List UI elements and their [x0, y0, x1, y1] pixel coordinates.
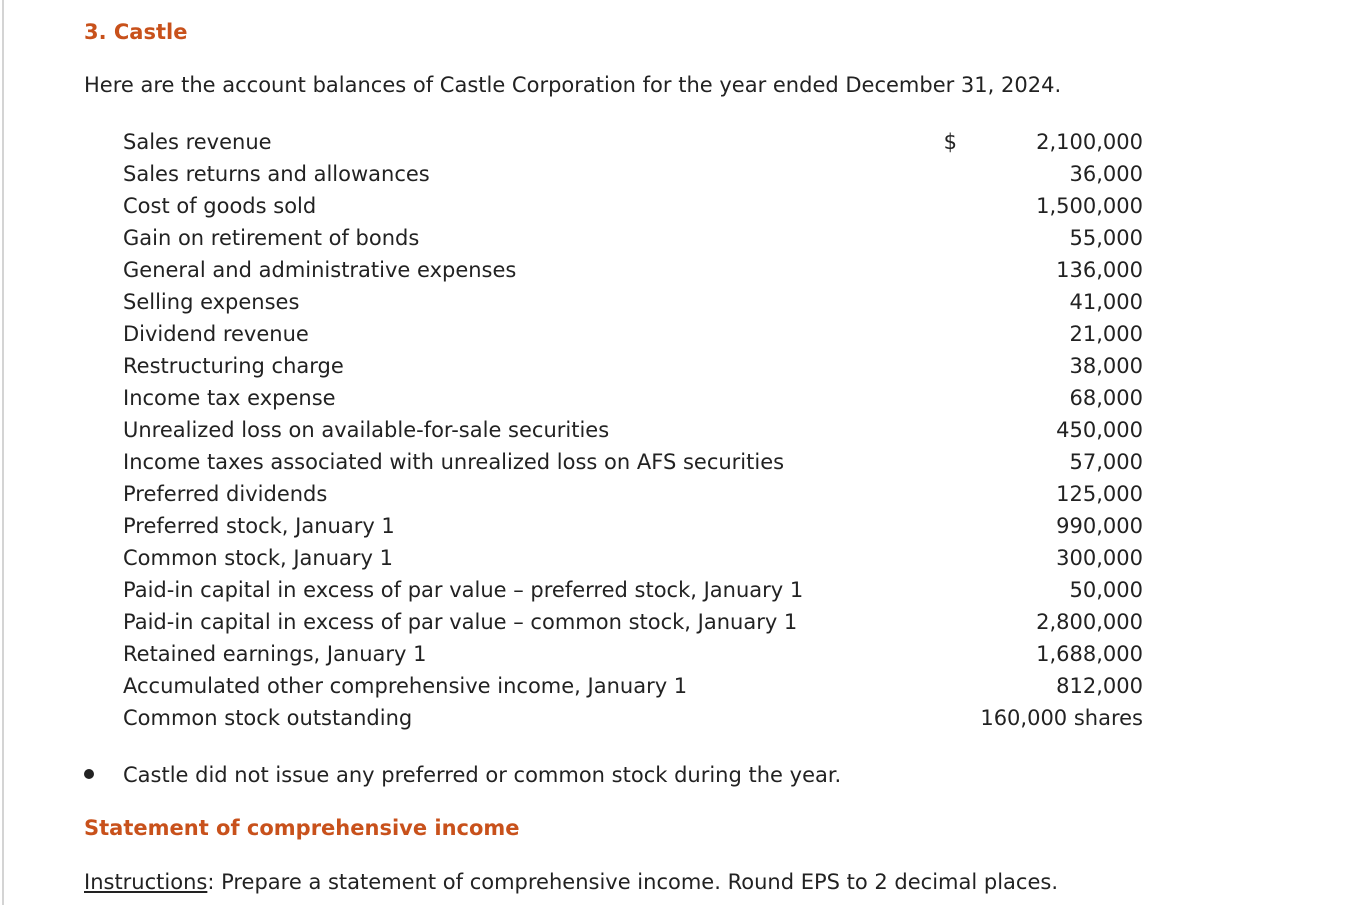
account-amount: 812,000	[1056, 674, 1143, 698]
instructions	[84, 868, 1058, 896]
note-item	[84, 761, 841, 789]
balance-row	[123, 446, 1153, 478]
account-amount: 57,000	[1069, 450, 1143, 474]
balance-row	[123, 382, 1153, 414]
currency-symbol	[944, 670, 981, 702]
instructions-text: : Prepare a statement of comprehensive income. Round EPS to 2 decimal places.	[207, 870, 1059, 894]
balance-row	[123, 350, 1153, 382]
currency-symbol	[944, 478, 981, 510]
account-label: Common stock, January 1	[123, 546, 393, 570]
account-label: Paid-in capital in excess of par value – preferred stock, January 1	[123, 578, 804, 602]
currency-symbol	[944, 350, 981, 382]
notes-list	[84, 761, 841, 789]
account-label: Sales returns and allowances	[123, 162, 430, 186]
balance-row	[123, 126, 1153, 158]
balance-row	[123, 574, 1153, 606]
account-label: Sales revenue	[123, 130, 272, 154]
account-label: Preferred dividends	[123, 482, 328, 506]
account-label: Retained earnings, January 1	[123, 642, 427, 666]
currency-symbol	[944, 190, 981, 222]
balance-row	[123, 670, 1153, 702]
account-label: Cost of goods sold	[123, 194, 317, 218]
account-amount: 160,000 shares	[980, 706, 1143, 730]
balance-row	[123, 606, 1153, 638]
section-title: Statement of comprehensive income	[84, 816, 520, 840]
account-amount: 55,000	[1069, 226, 1143, 250]
account-label: Dividend revenue	[123, 322, 309, 346]
account-amount: 36,000	[1069, 162, 1143, 186]
account-amount: 450,000	[1056, 418, 1143, 442]
account-label: Common stock outstanding	[123, 706, 413, 730]
note-text: Castle did not issue any preferred or common stock during the year.	[123, 763, 842, 787]
currency-symbol	[944, 574, 981, 606]
balance-row	[123, 254, 1153, 286]
instructions-label: Instructions	[84, 870, 208, 894]
balance-row	[123, 510, 1153, 542]
currency-symbol	[944, 158, 981, 190]
balance-row	[123, 318, 1153, 350]
account-balances-body	[123, 126, 1153, 734]
account-amount: 38,000	[1069, 354, 1143, 378]
balance-row	[123, 638, 1153, 670]
account-amount: 125,000	[1056, 482, 1143, 506]
balance-row	[123, 702, 1153, 734]
balance-row	[123, 414, 1153, 446]
currency-symbol	[944, 638, 981, 670]
currency-symbol: $	[943, 130, 957, 154]
currency-symbol	[944, 702, 981, 734]
account-amount: 50,000	[1069, 578, 1143, 602]
balance-row	[123, 158, 1153, 190]
account-label: Income tax expense	[123, 386, 336, 410]
account-label: Unrealized loss on available-for-sale securities	[123, 418, 610, 442]
account-balances-table	[123, 126, 1153, 734]
account-label: General and administrative expenses	[123, 258, 517, 282]
currency-symbol	[944, 382, 981, 414]
currency-symbol	[944, 286, 981, 318]
balance-row	[123, 222, 1153, 254]
balance-row	[123, 286, 1153, 318]
account-label: Preferred stock, January 1	[123, 514, 395, 538]
currency-symbol	[944, 222, 981, 254]
account-label: Selling expenses	[123, 290, 300, 314]
account-label: Accumulated other comprehensive income, January 1	[123, 674, 688, 698]
problem-heading: 3. Castle	[84, 20, 188, 44]
account-amount: 990,000	[1056, 514, 1143, 538]
account-amount: 1,688,000	[1036, 642, 1143, 666]
account-label: Income taxes associated with unrealized loss on AFS securities	[123, 450, 785, 474]
currency-symbol	[944, 414, 981, 446]
account-amount: 68,000	[1069, 386, 1143, 410]
account-label: Gain on retirement of bonds	[123, 226, 420, 250]
bullet-icon	[84, 769, 94, 779]
currency-symbol	[944, 510, 981, 542]
account-amount: 21,000	[1069, 322, 1143, 346]
account-amount: 41,000	[1069, 290, 1143, 314]
problem-intro: Here are the account balances of Castle Corporation for the year ended December 31, 2024.	[84, 73, 1062, 97]
account-label: Restructuring charge	[123, 354, 344, 378]
balance-row	[123, 190, 1153, 222]
currency-symbol	[944, 254, 981, 286]
balance-row	[123, 542, 1153, 574]
account-label: Paid-in capital in excess of par value – common stock, January 1	[123, 610, 798, 634]
currency-symbol	[944, 446, 981, 478]
account-amount: 2,100,000	[1036, 130, 1143, 154]
account-amount: 2,800,000	[1036, 610, 1143, 634]
balance-row	[123, 478, 1153, 510]
currency-symbol	[944, 318, 981, 350]
account-amount: 300,000	[1056, 546, 1143, 570]
currency-symbol	[944, 542, 981, 574]
account-amount: 1,500,000	[1036, 194, 1143, 218]
left-border	[2, 0, 4, 905]
currency-symbol	[944, 606, 981, 638]
account-amount: 136,000	[1056, 258, 1143, 282]
